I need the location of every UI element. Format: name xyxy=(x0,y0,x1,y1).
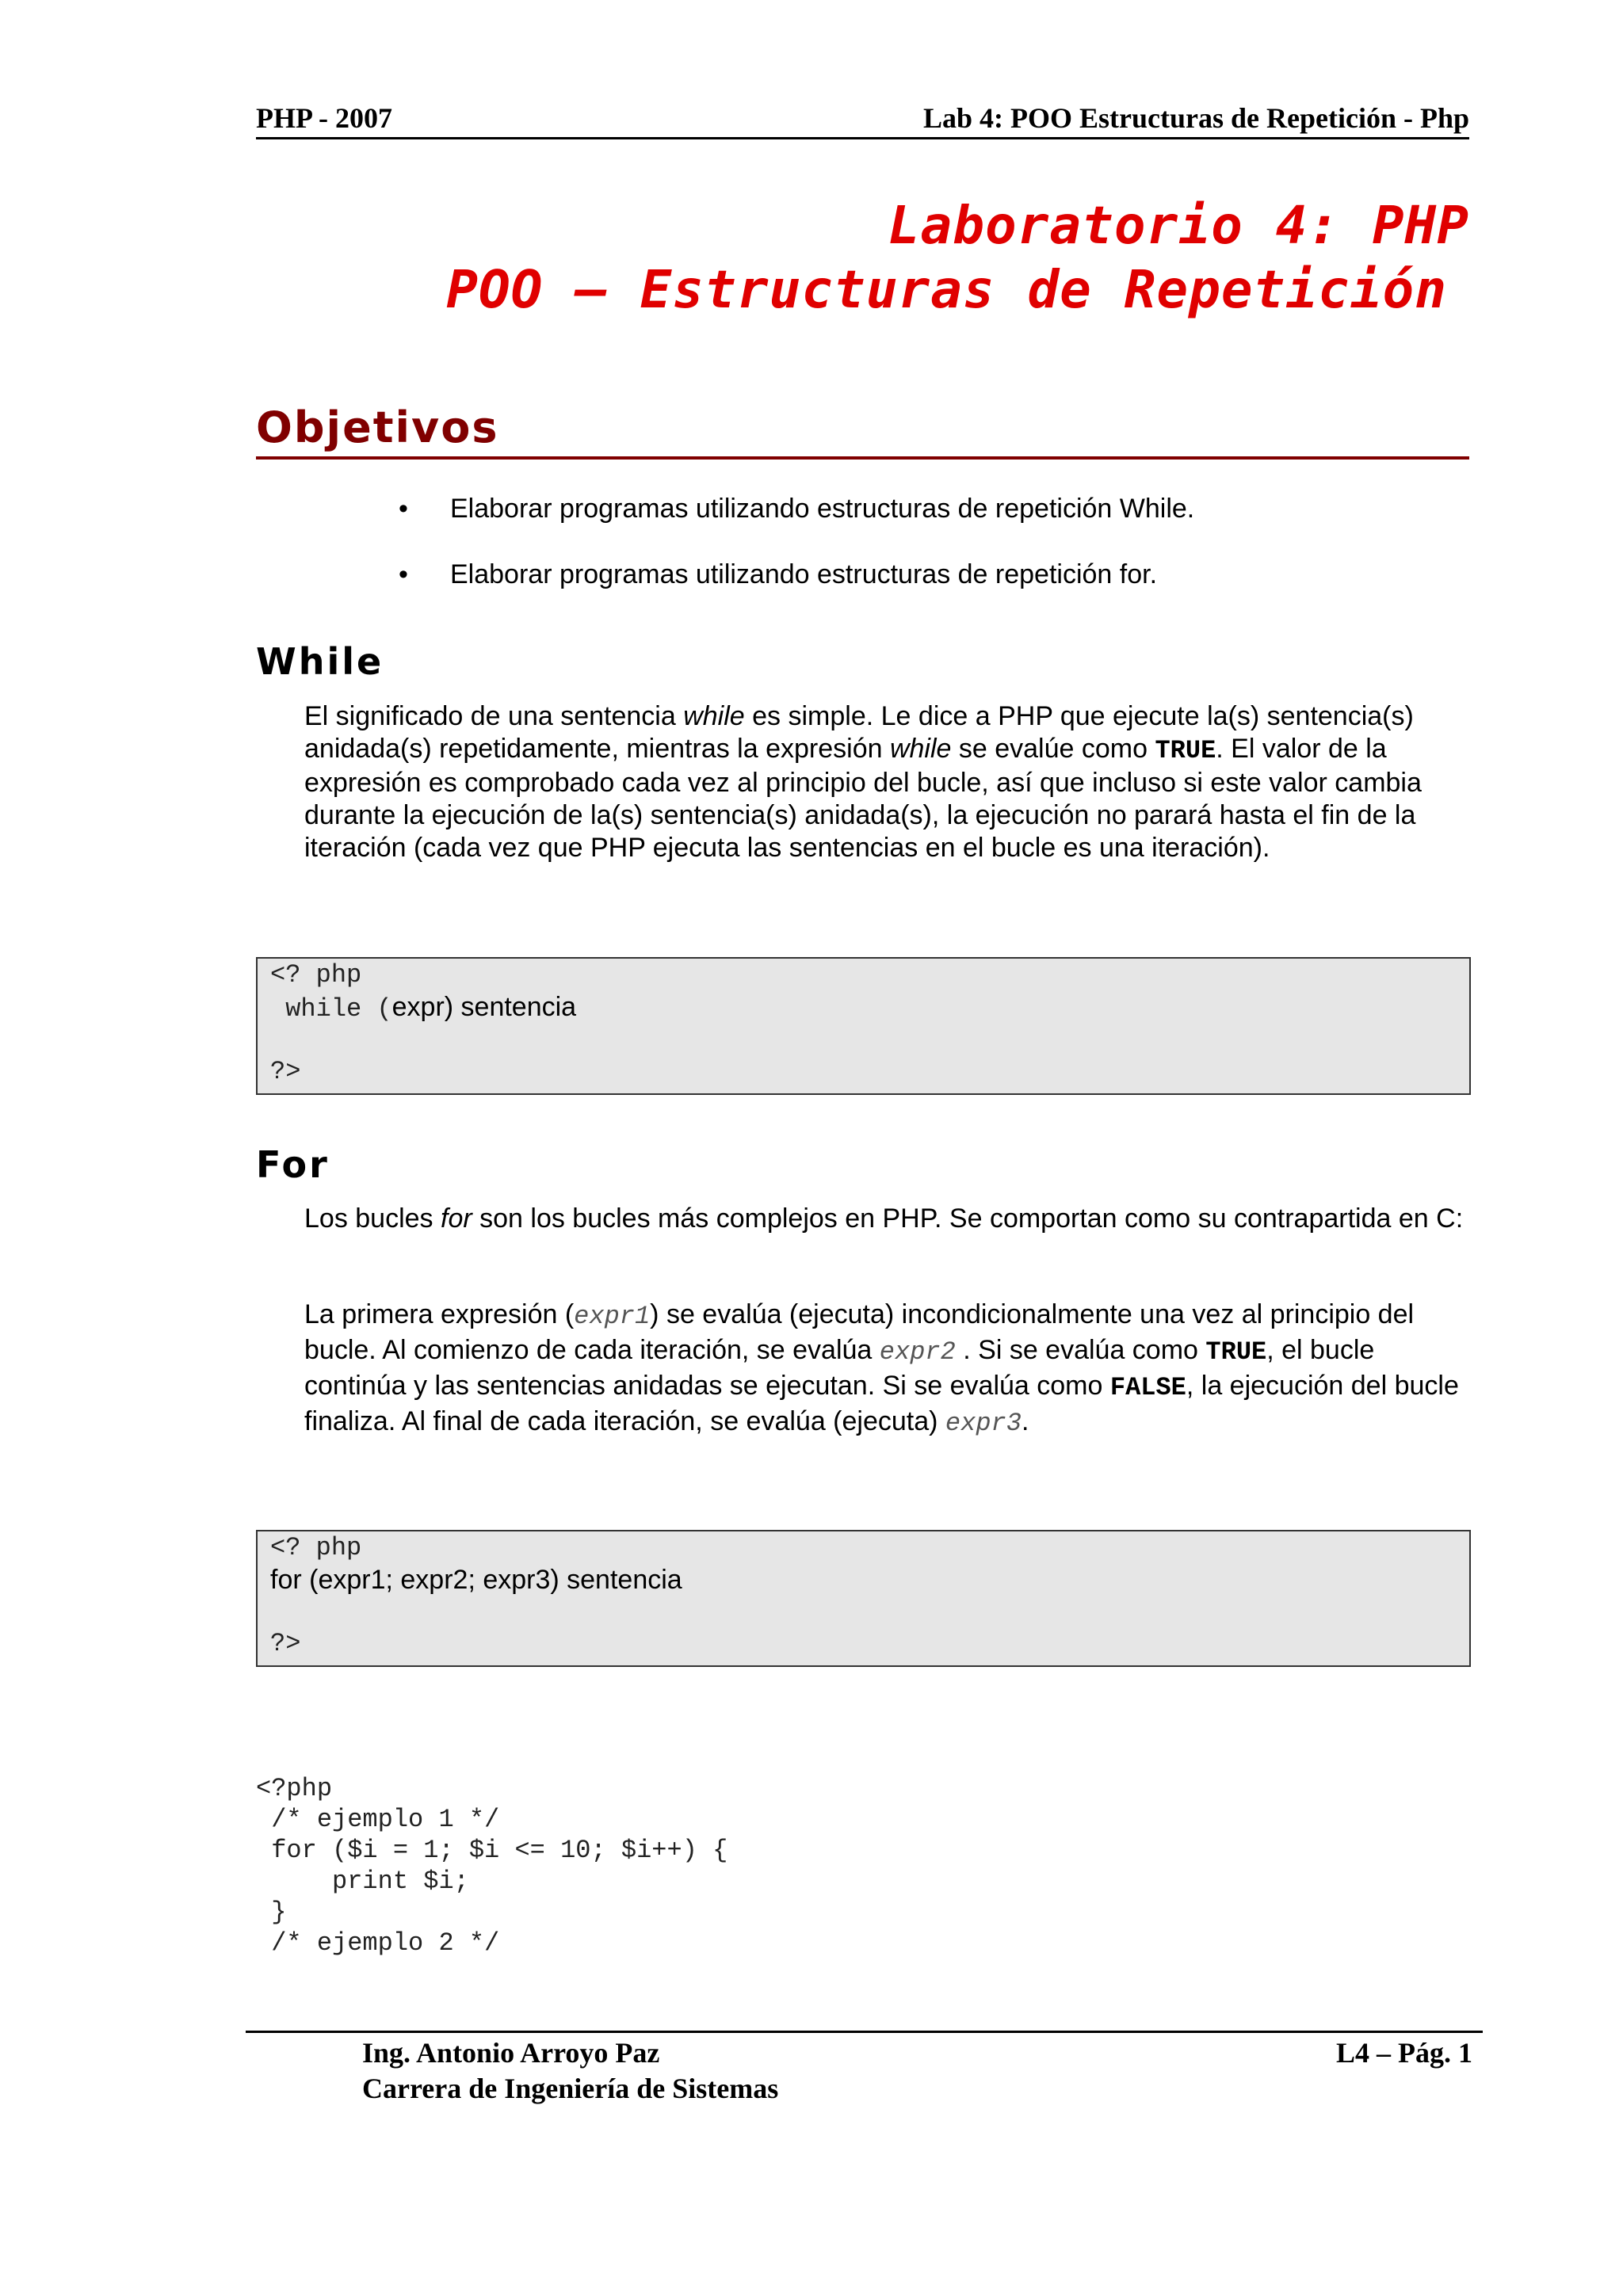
code-line: <? php xyxy=(270,1533,362,1562)
bullet-icon: • xyxy=(399,559,408,589)
while-paragraph: El significado de una sentencia while es simple. Le dice a PHP que ejecute la(s) sentencia(s) anidada(s) repetidamente, mientras la expresión while se evalúe como TRUE. El valor de la expresión es comprobado cada vez al principio del bucle, así que incluso si este valor cambia durante la ejecución de la(s) sentencia(s) anidada(s), la ejecución no parará hasta el fin de la iteración (cada vez que PHP ejecuta las sentencias en el bucle es una iteración). xyxy=(304,701,1422,863)
code-line: ?> xyxy=(270,1629,301,1658)
header-rule xyxy=(256,137,1469,139)
example-code-block xyxy=(256,1773,727,1958)
code-line: ?> xyxy=(270,1057,301,1086)
footer-career: Carrera de Ingeniería de Sistemas xyxy=(362,2073,779,2104)
code-line: /* ejemplo 1 */ xyxy=(256,1805,500,1834)
for-syntax-box xyxy=(256,1530,1471,1667)
footer-rule xyxy=(246,2031,1483,2033)
doc-title-line2: POO – Estructuras de Repetición xyxy=(446,259,1447,320)
while-syntax-box xyxy=(256,957,1471,1095)
code-line: print $i; xyxy=(256,1867,469,1896)
code-line: } xyxy=(256,1897,287,1927)
doc-title-line1: Laboratorio 4: PHP xyxy=(888,195,1469,256)
code-line: <? php xyxy=(270,960,362,990)
code-line: /* ejemplo 2 */ xyxy=(256,1928,500,1958)
section-heading-for: For xyxy=(256,1143,330,1186)
objetivos-rule xyxy=(256,456,1469,460)
section-heading-while: While xyxy=(256,640,384,683)
footer-page-number: L4 – Pág. 1 xyxy=(1335,2037,1472,2069)
code-line: while (expr) sentencia xyxy=(270,992,577,1024)
code-line: <?php xyxy=(256,1774,333,1803)
objective-item: Elaborar programas utilizando estructuras de repetición While. xyxy=(450,494,1195,524)
bullet-icon: • xyxy=(399,494,408,524)
header-course: PHP - 2007 xyxy=(256,102,392,134)
section-heading-objetivos: Objetivos xyxy=(256,402,499,452)
objective-item: Elaborar programas utilizando estructuras de repetición for. xyxy=(450,559,1158,589)
for-paragraph-2: La primera expresión (expr1) se evalúa (ejecuta) incondicionalmente una vez al principio del bucle. Al comienzo de cada iteración, se evalúa expr2 . Si se evalúa como TRUE, el bucle continúa y las sentencias anidadas se ejecutan. Si se evalúa como FALSE, la ejecución del bucle finaliza. Al final de cada iteración, se evalúa (ejecuta) expr3. xyxy=(304,1299,1459,1438)
for-paragraph-1: Los bucles for son los bucles más complejos en PHP. Se comportan como su contrapartida en C: xyxy=(304,1203,1464,1234)
header-lab-title: Lab 4: POO Estructuras de Repetición - Php xyxy=(923,102,1469,134)
code-line: for ($i = 1; $i <= 10; $i++) { xyxy=(256,1836,728,1865)
code-line: for (expr1; expr2; expr3) sentencia xyxy=(270,1565,682,1595)
footer-author: Ing. Antonio Arroyo Paz xyxy=(362,2037,660,2069)
